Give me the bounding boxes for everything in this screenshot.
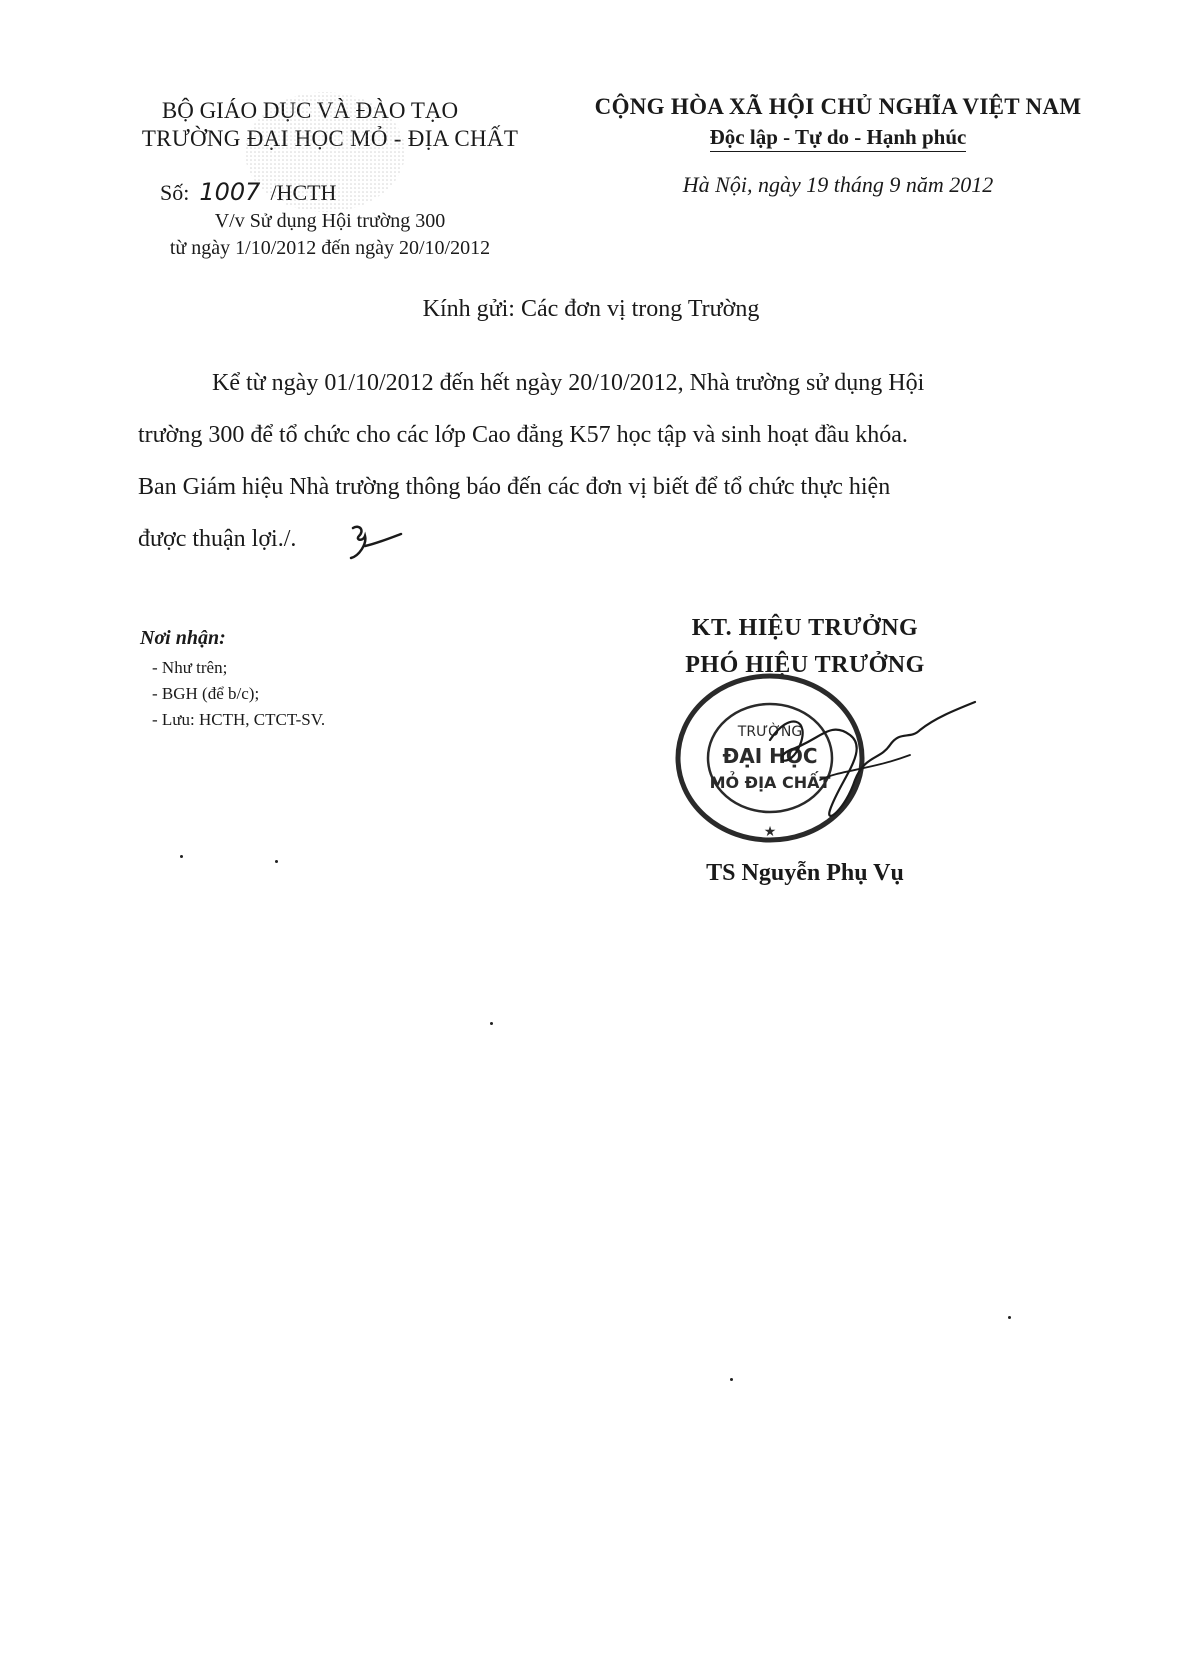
scan-speck xyxy=(730,1378,733,1381)
republic-title: CỘNG HÒA XÃ HỘI CHỦ NGHĨA VIỆT NAM xyxy=(594,94,1082,119)
university-name: TRƯỜNG ĐẠI HỌC MỎ - ĐỊA CHẤT xyxy=(141,126,519,151)
scan-speck xyxy=(1008,1316,1011,1319)
salutation: Kính gửi: Các đơn vị trong Trường xyxy=(422,296,760,322)
recipient-item: - BGH (để b/c); xyxy=(152,684,260,703)
handwritten-signature-icon xyxy=(760,700,980,830)
scan-speck xyxy=(180,855,183,858)
doc-number-suffix: /HCTH xyxy=(270,180,337,205)
initial-mark-icon xyxy=(345,522,405,562)
motto-text: Độc lập - Tự do - Hạnh phúc xyxy=(710,125,967,152)
signer-name: TS Nguyễn Phụ Vụ xyxy=(706,860,904,886)
seal-text-top: TRƯỜNG xyxy=(737,724,803,740)
national-motto xyxy=(568,125,1108,150)
signature-title-1: KT. HIỆU TRƯỞNG xyxy=(691,615,919,641)
doc-number-handwritten: 1007 xyxy=(199,178,261,206)
body-line-3: Ban Giám hiệu Nhà trường thông báo đến các đơn vị biết để tổ chức thực hiện xyxy=(138,474,891,500)
scan-speck xyxy=(275,860,278,863)
doc-number-prefix: Số: xyxy=(160,180,190,205)
seal-text-mid: ĐẠI HỌC xyxy=(722,744,818,768)
received-stamp-overlay xyxy=(205,82,445,272)
recipient-item: - Lưu: HCTH, CTCT-SV. xyxy=(152,710,326,729)
signature-title-2: PHÓ HIỆU TRƯỞNG xyxy=(685,652,925,678)
seal-text-bottom: MỎ ĐỊA CHẤT xyxy=(709,773,831,792)
svg-text:★: ★ xyxy=(763,824,777,840)
subject-line-1: V/v Sử dụng Hội trường 300 xyxy=(214,210,446,232)
place-date: Hà Nội, ngày 19 tháng 9 năm 2012 xyxy=(682,172,994,197)
recipient-item: - Như trên; xyxy=(152,658,228,677)
scan-speck xyxy=(490,1022,493,1025)
ministry-name: BỘ GIÁO DỤC VÀ ĐÀO TẠO xyxy=(161,98,459,123)
body-line-4: được thuận lợi./. xyxy=(138,526,297,552)
recipients-title: Nơi nhận: xyxy=(140,627,226,649)
body-line-1: Kể từ ngày 01/10/2012 đến hết ngày 20/10/2012, Nhà trường sử dụng Hội xyxy=(212,370,925,396)
body-line-2: trường 300 để tổ chức cho các lớp Cao đẳng K57 học tập và sinh hoạt đầu khóa. xyxy=(138,422,908,448)
subject-line-2: từ ngày 1/10/2012 đến ngày 20/10/2012 xyxy=(169,237,491,259)
